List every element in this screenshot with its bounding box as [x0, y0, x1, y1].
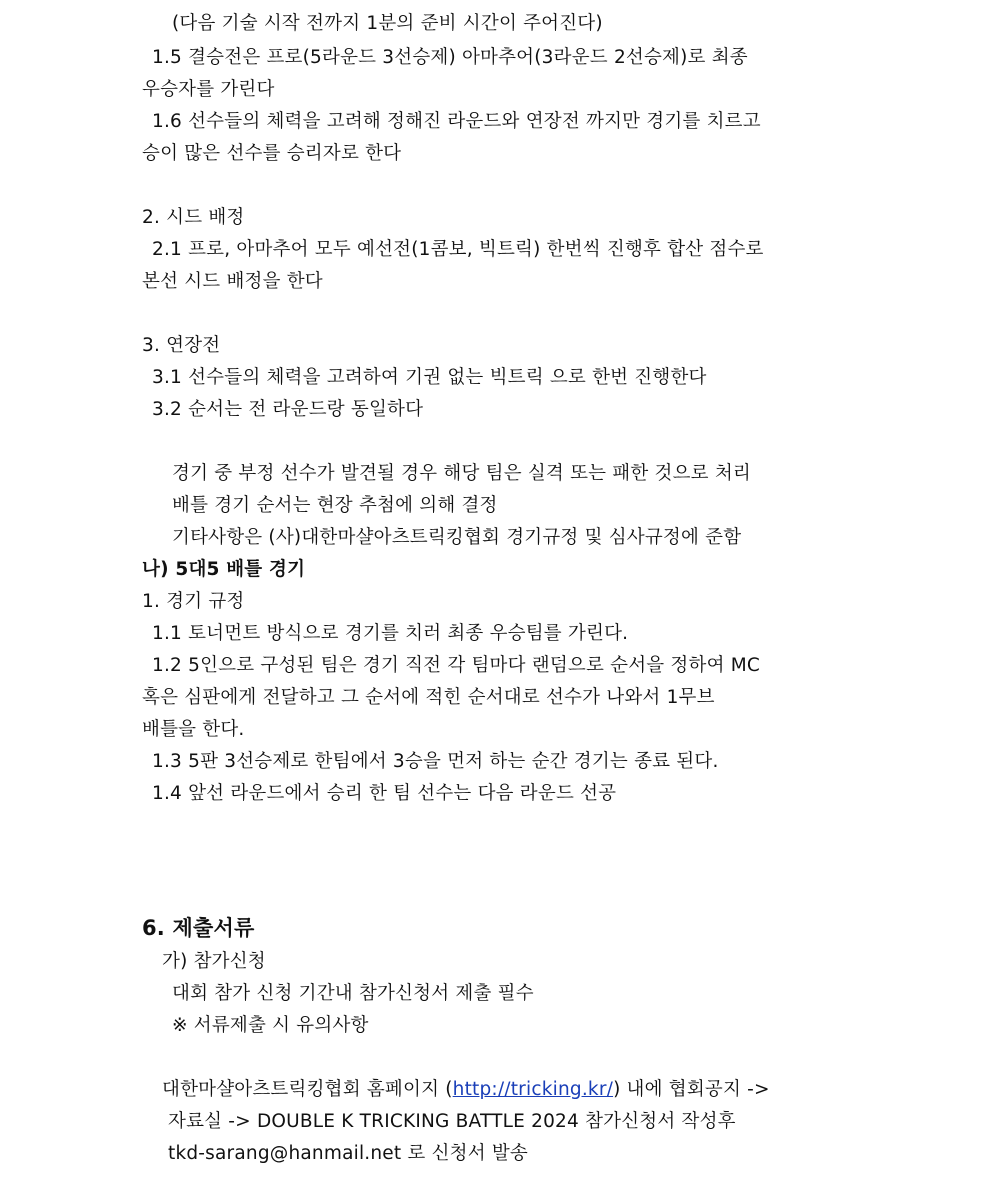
rule-1-5-cont: 우승자를 가린다 — [142, 79, 275, 100]
seed-heading: 2. 시드 배정 — [142, 207, 245, 228]
battle-rule-1-2-cont2: 배틀을 한다. — [142, 719, 245, 740]
application-requirement: 대회 참가 신청 기간내 참가신청서 제출 필수 — [172, 983, 534, 1004]
notice-text: ) 내에 협회공지 -> — [613, 1079, 770, 1100]
battle-rule-1-1: 1.1 토너먼트 방식으로 경기를 치러 최종 우승팀를 가린다. — [152, 623, 629, 644]
prep-note: (다음 기술 시작 전까지 1분의 준비 시간이 주어진다) — [172, 13, 603, 34]
application-subheading: 가) 참가신청 — [162, 951, 266, 972]
battle-rule-1-4: 1.4 앞선 라운드에서 승리 한 팀 선수는 다음 라운드 선공 — [152, 783, 617, 804]
rule-1-6-cont: 승이 많은 선수를 승리자로 한다 — [142, 143, 402, 164]
battle-rule-1-2-cont: 혹은 심판에게 전달하고 그 순서에 적힌 순서대로 선수가 나와서 1무브 — [142, 687, 715, 708]
submission-email: tkd-sarang@hanmail.net 로 신청서 발송 — [168, 1143, 529, 1164]
rule-2-1-cont: 본선 시드 배정을 한다 — [142, 271, 323, 292]
submission-instruction-2: 자료실 -> DOUBLE K TRICKING BATTLE 2024 참가신청서 작성후 — [168, 1111, 736, 1132]
rule-1-6: 1.6 선수들의 체력을 고려해 정해진 라운드와 연장전 까지만 경기를 치르고 — [152, 111, 761, 132]
overtime-heading: 3. 연장전 — [142, 335, 221, 356]
battle-rule-1-2: 1.2 5인으로 구성된 팀은 경기 직전 각 팀마다 랜덤으로 순서을 정하여 MC — [152, 655, 761, 676]
note-order: 배틀 경기 순서는 현장 추첨에 의해 결정 — [172, 495, 498, 516]
rule-3-1: 3.1 선수들의 체력을 고려하여 기권 없는 빅트릭 으로 한번 진행한다 — [152, 367, 707, 388]
caution-note: ※ 서류제출 시 유의사항 — [172, 1015, 369, 1036]
homepage-text: 대한마샬아츠트릭킹협회 홈페이지 ( — [162, 1079, 453, 1100]
homepage-link[interactable]: http://tricking.kr/ — [452, 1079, 614, 1100]
rule-3-2: 3.2 순서는 전 라운드랑 동일하다 — [152, 399, 424, 420]
submission-instruction-1 — [162, 1078, 770, 1102]
battle-heading: 나) 5대5 배틀 경기 — [142, 559, 306, 580]
battle-rules-heading: 1. 경기 규정 — [142, 591, 245, 612]
rule-2-1: 2.1 프로, 아마추어 모두 예선전(1콤보, 빅트릭) 한번씩 진행후 합산 점수로 — [152, 239, 764, 260]
documents-heading: 6. 제출서류 — [142, 916, 255, 940]
note-other: 기타사항은 (사)대한마샬아츠트릭킹협회 경기규정 및 심사규정에 준함 — [172, 527, 742, 548]
battle-rule-1-3: 1.3 5판 3선승제로 한팀에서 3승을 먼저 하는 순간 경기는 종료 된다. — [152, 751, 719, 772]
note-cheating: 경기 중 부정 선수가 발견될 경우 해당 팀은 실격 또는 패한 것으로 처리 — [172, 463, 751, 484]
rule-1-5: 1.5 결승전은 프로(5라운드 3선승제) 아마추어(3라운드 2선승제)로 최종 — [152, 47, 748, 68]
